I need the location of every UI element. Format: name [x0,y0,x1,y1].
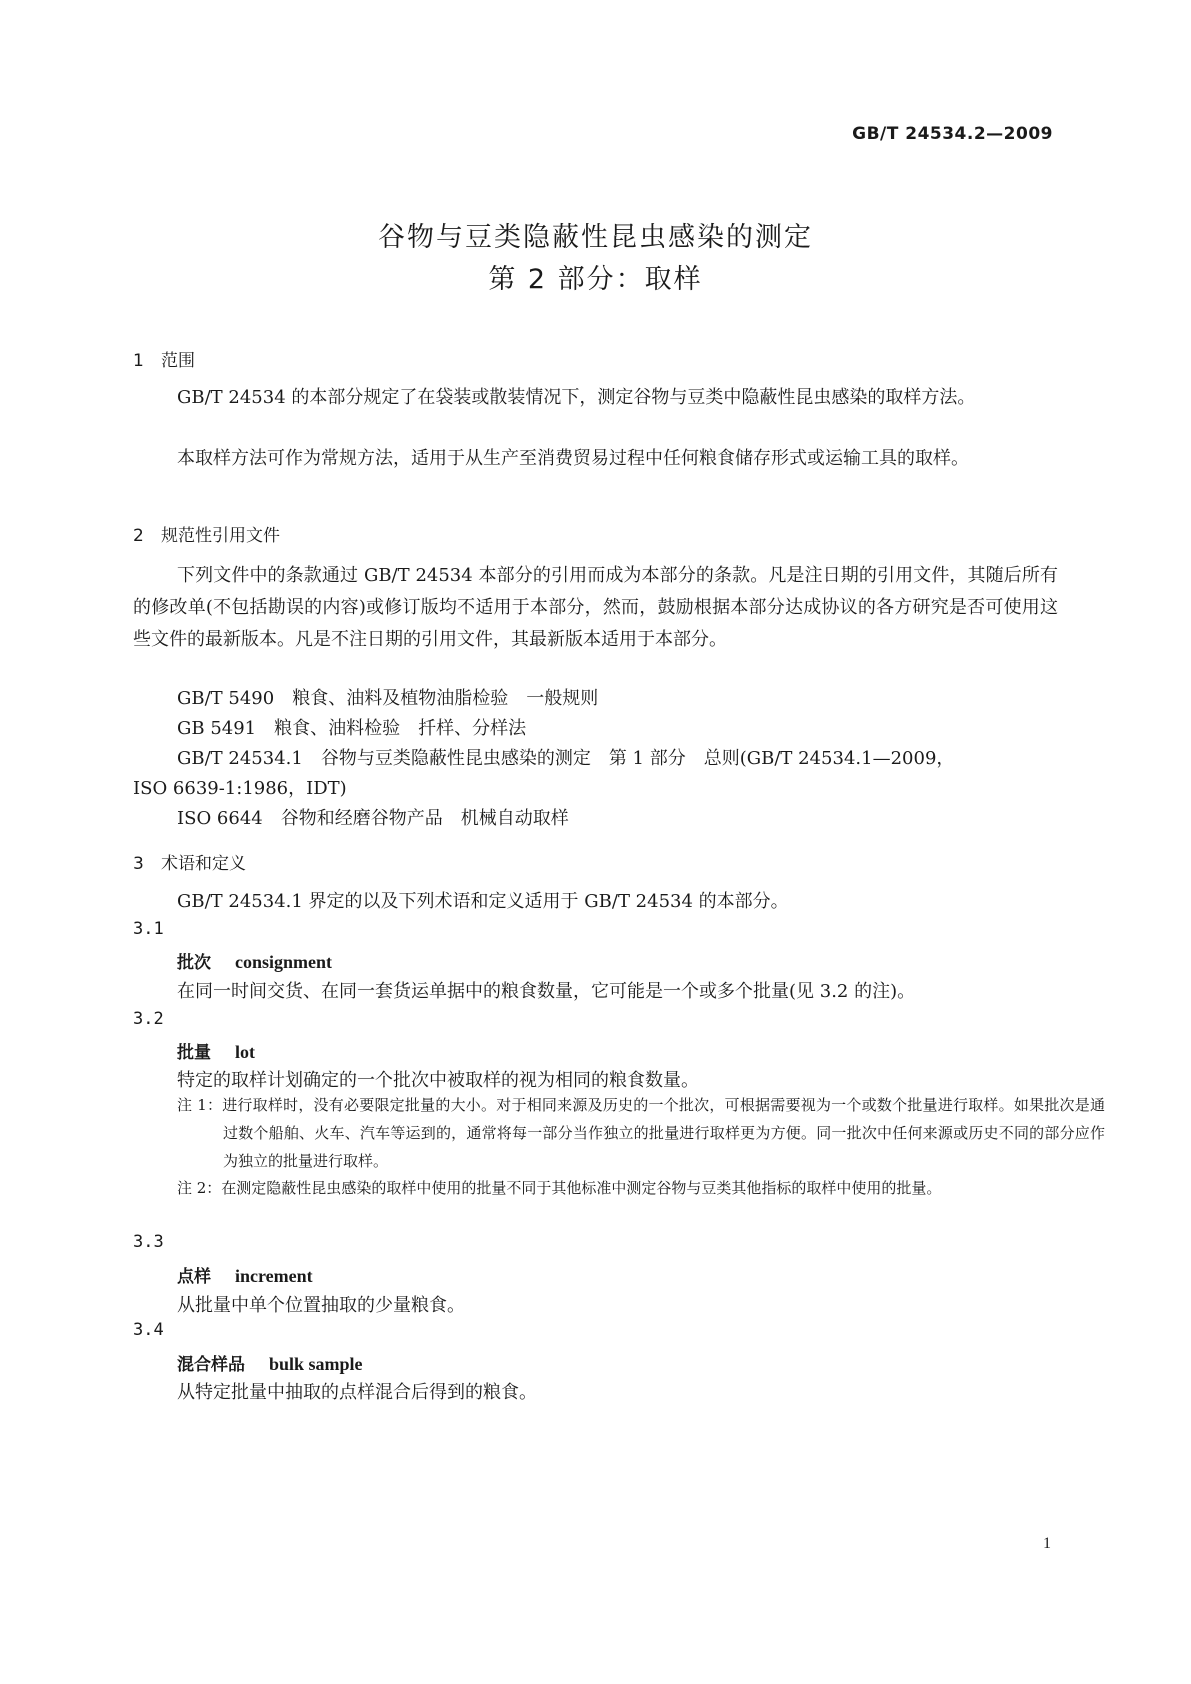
note: 注 2：在测定隐蔽性昆虫感染的取样中使用的批量不同于其他标准中测定谷物与豆类其他指标的取样中使用的批量。 [177,1179,942,1197]
term-en: increment [235,1266,313,1286]
section-title: 术语和定义 [161,854,246,874]
term-definition: 特定的取样计划确定的一个批次中被取样的视为相同的粮食数量。 [177,1070,699,1091]
term-zh: 点样 [177,1267,211,1287]
term-en: consignment [235,952,333,972]
term-definition: 从批量中单个位置抽取的少量粮食。 [177,1295,465,1316]
normative-reference: ISO 6644 谷物和经磨谷物产品 机械自动取样 [177,808,569,829]
page-number: 1 [1043,1535,1051,1552]
clause-number: 3.4 [133,1320,164,1340]
note: 注 1：进行取样时，没有必要限定批量的大小。对于相同来源及历史的一个批次，可根据需要视为一个或数个批量进行取样。如果批次是通过数个船舶、火车、汽车等运到的，通常将每一部分当作独立的批量进行取样更为方便。同一批次中任何来源或历史不同的部分应作为独立的批量进行取样。 [177,1096,1105,1170]
term-en: lot [235,1042,255,1062]
section-title: 范围 [161,351,195,371]
section-1-heading [133,346,195,371]
section-title: 规范性引用文件 [161,526,280,546]
clause-number: 3.2 [133,1009,164,1029]
clause-number: 3.1 [133,919,164,939]
paragraph: GB/T 24534 的本部分规定了在袋装或散装情况下，测定谷物与豆类中隐蔽性昆虫感染的取样方法。 [177,387,976,408]
section-3-heading [133,849,246,874]
normative-reference: GB 5491 粮食、油料检验 扦样、分样法 [177,718,527,739]
paragraph: 本取样方法可作为常规方法，适用于从生产至消费贸易过程中任何粮食储存形式或运输工具的取样。 [177,448,969,469]
term-zh: 混合样品 [177,1355,245,1375]
section-number: 1 [133,351,144,371]
term-entry [177,1038,255,1063]
document-title: 谷物与豆类隐蔽性昆虫感染的测定 [378,222,813,253]
paragraph: GB/T 24534.1 界定的以及下列术语和定义适用于 GB/T 24534 的本部分。 [177,891,789,912]
term-entry [177,948,332,973]
standard-code: GB/T 24534.2—2009 [852,124,1053,144]
document-subtitle: 第 2 部分：取样 [488,264,703,295]
term-zh: 批量 [177,1043,211,1063]
term-definition: 从特定批量中抽取的点样混合后得到的粮食。 [177,1382,537,1403]
normative-reference: GB/T 24534.1 谷物与豆类隐蔽性昆虫感染的测定 第 1 部分 总则(GB/T 24534.1—2009， [177,748,955,769]
term-en: bulk sample [269,1354,363,1374]
normative-reference: GB/T 5490 粮食、油料及植物油脂检验 一般规则 [177,688,599,709]
term-entry [177,1262,313,1287]
term-entry [177,1350,363,1375]
paragraph: 下列文件中的条款通过 GB/T 24534 本部分的引用而成为本部分的条款。凡是注日期的引用文件，其随后所有的修改单(不包括勘误的内容)或修订版均不适用于本部分，然而，鼓励根据本部分达成协议的各方研究是否可使用这些文件的最新版本。凡是不注日期的引用文件，其最新版本适用于本部分。 [133,565,1058,650]
normative-reference-continued: ISO 6639-1:1986，IDT) [133,778,347,799]
term-zh: 批次 [177,953,211,973]
section-number: 3 [133,854,144,874]
term-definition: 在同一时间交货、在同一套货运单据中的粮食数量，它可能是一个或多个批量(见 3.2 的注)。 [177,981,916,1002]
section-2-heading [133,521,280,546]
section-number: 2 [133,526,144,546]
clause-number: 3.3 [133,1232,164,1252]
